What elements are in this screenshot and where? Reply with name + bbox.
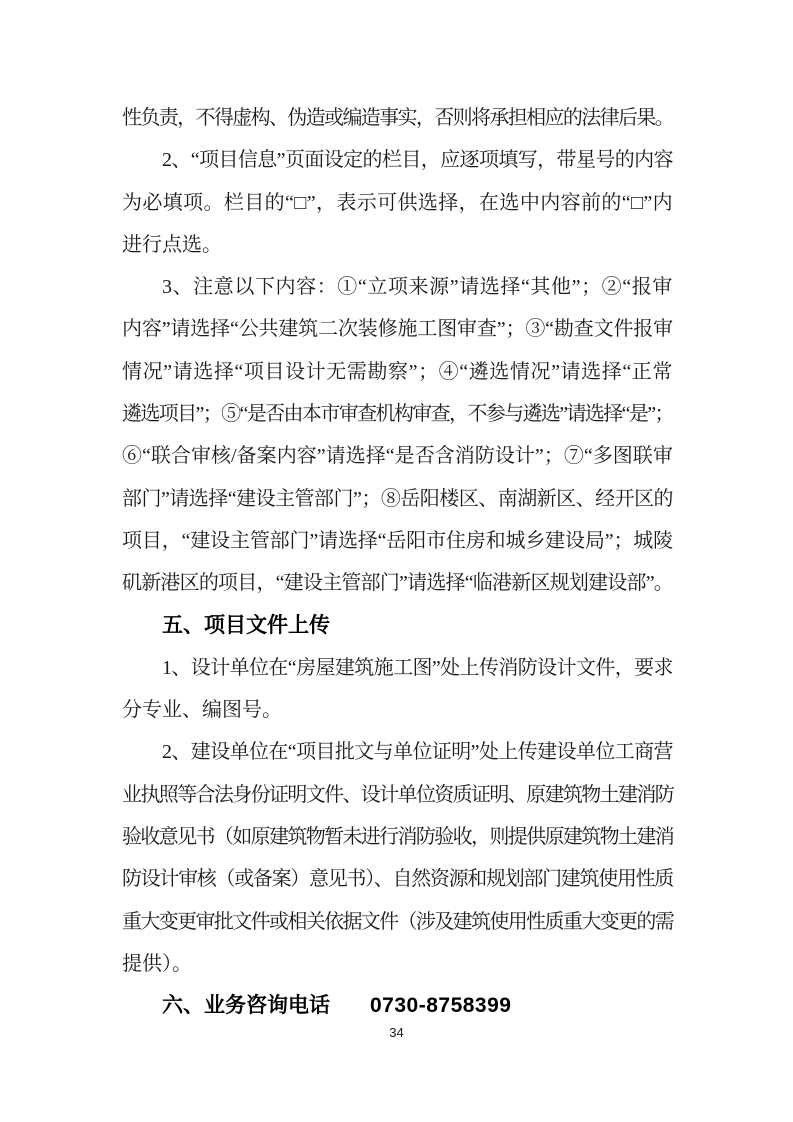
text-line bbox=[122, 520, 673, 562]
line-text: 部门”请选择“建设主管部门”；⑧岳阳楼区、南湖新区、经开区的 bbox=[122, 487, 674, 510]
section-heading bbox=[122, 605, 673, 647]
line-text: 五、项目文件上传 bbox=[162, 613, 330, 637]
line-text: 业执照等合法身份证明文件、设计单位资质证明、原建筑物土建消防 bbox=[122, 783, 674, 806]
text-line bbox=[122, 308, 673, 350]
text-line bbox=[122, 435, 673, 477]
line-text: 分专业、编图号。 bbox=[122, 699, 282, 722]
text-line bbox=[122, 647, 673, 689]
line-text: 内容”请选择“公共建筑二次装修施工图审查”；③“勘查文件报审 bbox=[122, 318, 674, 341]
line-text: 2、“项目信息”页面设定的栏目，应逐项填写，带星号的内容 bbox=[162, 149, 673, 172]
line-text: 性负责，不得虚构、伪造或编造事实，否则将承担相应的法律后果。 bbox=[122, 107, 674, 129]
section-heading bbox=[122, 985, 673, 1027]
line-text: 矶新港区的项目，“建设主管部门”请选择“临港新区规划建设部”。 bbox=[122, 572, 674, 595]
line-text: 1、设计单位在“房屋建筑施工图”处上传消防设计文件，要求 bbox=[162, 656, 673, 679]
text-line bbox=[122, 943, 673, 985]
text-line bbox=[122, 901, 673, 943]
line-text: 提供）。 bbox=[122, 952, 192, 975]
text-line bbox=[122, 731, 673, 773]
text-line bbox=[122, 689, 673, 731]
text-line bbox=[122, 139, 673, 181]
line-text: 3、注意以下内容：①“立项来源”请选择“其他”；②“报审 bbox=[162, 276, 673, 299]
text-line bbox=[122, 224, 673, 266]
text-line bbox=[122, 351, 673, 393]
line-text: 验收意见书（如原建筑物暂未进行消防验收，则提供原建筑物土建消 bbox=[122, 826, 674, 849]
text-line bbox=[122, 562, 673, 604]
line-text: 2、建设单位在“项目批文与单位证明”处上传建设单位工商营 bbox=[162, 741, 673, 764]
text-line bbox=[122, 97, 673, 139]
text-line bbox=[122, 182, 673, 224]
line-text: 遴选项目”；⑤“是否由本市审查机构审查，不参与遴选”请选择“是”； bbox=[122, 403, 673, 426]
text-line bbox=[122, 393, 673, 435]
phone-number: 0730-8758399 bbox=[370, 994, 512, 1018]
line-text: 为必填项。栏目的“□”，表示可供选择，在选中内容前的“□”内 bbox=[122, 191, 674, 214]
text-line bbox=[122, 774, 673, 816]
text-line bbox=[122, 816, 673, 858]
line-text: 情况”请选择“项目设计无需勘察”；④“遴选情况”请选择“正常 bbox=[122, 360, 673, 383]
text-line bbox=[122, 478, 673, 520]
line-text: ⑥“联合审核/备案内容”请选择“是否含消防设计”；⑦“多图联审 bbox=[122, 445, 673, 468]
line-text: 进行点选。 bbox=[122, 233, 222, 256]
page-number: 34 bbox=[389, 1025, 404, 1040]
line-text: 项目，“建设主管部门”请选择“岳阳市住房和城乡建设局”；城陵 bbox=[122, 529, 674, 552]
text-line bbox=[122, 858, 673, 900]
text-line bbox=[122, 266, 673, 308]
line-text: 重大变更审批文件或相关依据文件（涉及建筑使用性质重大变更的需 bbox=[122, 910, 674, 933]
document-body bbox=[122, 97, 673, 1028]
line-text: 六、业务咨询电话 bbox=[162, 994, 330, 1018]
line-text: 防设计审核（或备案）意见书）、自然资源和规划部门建筑使用性质 bbox=[122, 868, 673, 891]
